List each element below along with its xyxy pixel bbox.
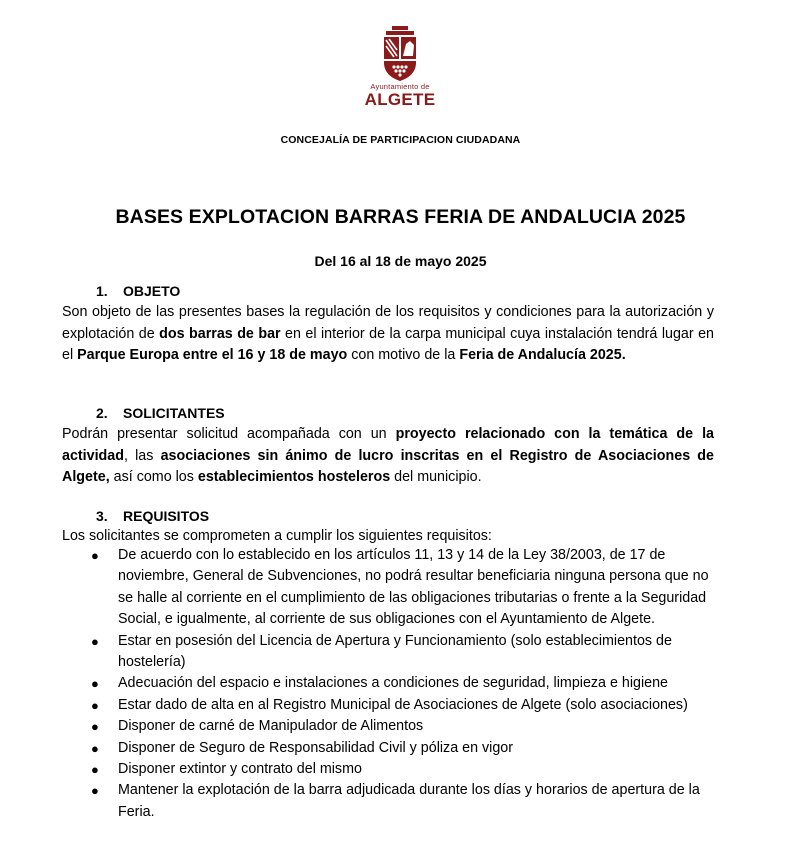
- list-item: [62, 759, 722, 780]
- list-item-text: De acuerdo con lo establecido en los artículos 11, 13 y 14 de la Ley 38/2003, de 17 de noviembre, General de Subvenciones, no podrá resultar beneficiaria ninguna persona que no se halle al corriente en el cumplimiento de las obligaciones tributarias o frente a la Seguridad Social, e igualmente, al corriente de sus obligaciones con el Ayuntamiento de Algete.: [118, 547, 709, 628]
- body-text: , las: [123, 447, 161, 464]
- list-item-text: Disponer de Seguro de Responsabilidad Civil y póliza en vigor: [118, 739, 513, 756]
- list-item-text: Adecuación del espacio e instalaciones a condiciones de seguridad, limpieza e higiene: [118, 675, 668, 692]
- section-body: [62, 302, 714, 367]
- bullet-icon: ●: [91, 762, 99, 778]
- bullet-icon: ●: [91, 676, 99, 692]
- section-heading: [96, 283, 180, 299]
- body-text: así como los: [109, 469, 198, 485]
- section-title: SOLICITANTES: [123, 405, 225, 421]
- bullet-icon: ●: [91, 548, 99, 563]
- body-text: en el interior de la carpa municipal cuya instalación tendrá lugar en el: [62, 325, 714, 363]
- body-text: Son objeto de las presentes bases la regulación de los requisitos y condiciones para la autorización y explotación de: [62, 304, 714, 342]
- list-item-text: Estar en posesión del Licencia de Apertura y Funcionamiento (solo establecimientos de hostelería): [118, 632, 672, 671]
- section-number: 2.: [96, 405, 108, 421]
- document-dates: Del 16 al 18 de mayo 2025: [314, 253, 487, 269]
- emphasis-text: proyecto relacionado con la temática de la actividad: [62, 426, 714, 464]
- body-text: Podrán presentar solicitud acompañada con un: [62, 426, 396, 442]
- bullet-icon: ●: [91, 697, 99, 713]
- department-name: CONCEJALÍA DE PARTICIPACION CIUDADANA: [280, 134, 521, 146]
- list-item: [62, 631, 722, 674]
- town-name: ALGETE: [364, 90, 436, 109]
- section-number: 3.: [96, 508, 108, 524]
- list-item-text: Disponer de carné de Manipulador de Alimentos: [118, 718, 424, 735]
- section-title: REQUISITOS: [123, 508, 210, 524]
- list-item-text: Estar dado de alta en al Registro Municipal de Asociaciones de Algete (solo asociaciones): [118, 696, 688, 713]
- coat-of-arms-icon: [380, 26, 420, 82]
- list-item: [62, 673, 722, 694]
- town-prefix: Ayuntamiento de: [370, 82, 430, 91]
- list-item-text: Mantener la explotación de la barra adjudicada durante los días y horarios de apertura de la Feria.: [118, 782, 700, 820]
- section-title: OBJETO: [123, 283, 181, 299]
- list-item-text: Disponer extintor y contrato del mismo: [118, 761, 362, 778]
- emphasis-text: establecimientos hosteleros: [197, 469, 391, 485]
- bullet-icon: ●: [91, 633, 99, 649]
- list-item: [62, 716, 722, 737]
- emphasis-text: asociaciones sin ánimo de lucro inscritas en el Registro de Asociaciones de Algete,: [62, 447, 714, 485]
- section-body: [62, 424, 714, 489]
- body-text: con motivo de la: [347, 347, 460, 363]
- section-number: 1.: [96, 283, 108, 299]
- list-item: [62, 545, 722, 631]
- section-heading: [96, 405, 225, 421]
- section-heading: [96, 508, 209, 524]
- requirements-list: [62, 545, 722, 823]
- bullet-icon: ●: [91, 740, 99, 756]
- list-item: [62, 780, 722, 823]
- bullet-icon: ●: [91, 783, 99, 799]
- emphasis-text: Parque Europa entre el 16 y 18 de mayo: [77, 347, 348, 363]
- bullet-icon: ●: [91, 719, 99, 735]
- body-text: del municipio.: [390, 469, 482, 485]
- document-title: BASES EXPLOTACION BARRAS FERIA DE ANDALUCIA 2025: [115, 206, 686, 228]
- section-intro: Los solicitantes se comprometen a cumplir los siguientes requisitos:: [62, 528, 492, 544]
- emphasis-text: Feria de Andalucía 2025.: [459, 347, 626, 363]
- town-logo: [352, 26, 448, 122]
- list-item: [62, 738, 722, 759]
- list-item: [62, 695, 722, 716]
- emphasis-text: dos barras de bar: [159, 325, 281, 342]
